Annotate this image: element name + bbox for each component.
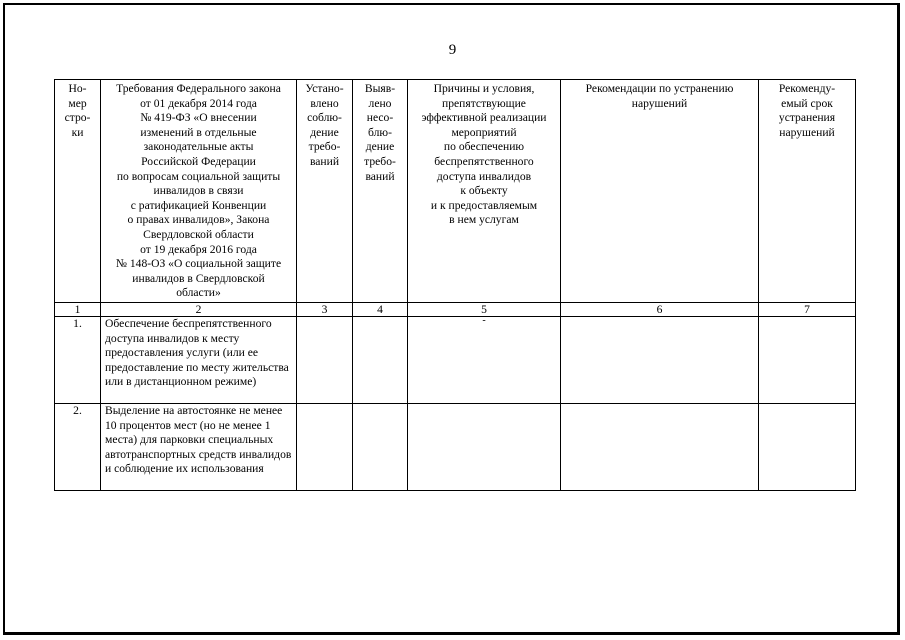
recommendations-cell — [561, 317, 759, 404]
header-row-number: Но- мер стро- ки — [55, 80, 101, 303]
deadline-cell — [759, 404, 856, 491]
header-requirements: Требования Федерального закона от 01 декабря 2014 года № 419-ФЗ «О внесении изменений в отдельные законодательные акты Российской Федерации по вопросам социальной защиты инвалидов в связи с ратификацией Конвенции о правах инвалидов», Закона Свердловской области от 19 декабря 2016 года № 148-ОЗ «О социальной защите инвалидов в Свердловской области» — [101, 80, 297, 303]
column-number: 5 — [408, 303, 561, 317]
requirement-text: Обеспечение беспрепятственного доступа инвалидов к месту предоставления услуги (или ее предоставление по месту жительства или в дистанционном режиме) — [101, 317, 297, 404]
compliance-cell — [297, 317, 353, 404]
column-number-row — [55, 303, 856, 317]
requirements-table — [54, 79, 856, 491]
noncompliance-cell — [353, 404, 408, 491]
recommendations-cell — [561, 404, 759, 491]
page-number: 9 — [448, 42, 457, 58]
column-number: 7 — [759, 303, 856, 317]
deadline-cell — [759, 317, 856, 404]
requirement-text: Выделение на автостоянке не менее 10 процентов мест (но не менее 1 места) для парковки специальных автотранспортных средств инвалидов и соблюдение их использования — [101, 404, 297, 491]
row-number: 1. — [55, 317, 101, 404]
header-recommendations: Рекомендации по устранению нарушений — [561, 80, 759, 303]
column-number: 4 — [353, 303, 408, 317]
reasons-cell — [408, 317, 561, 404]
header-reasons-conditions: Причины и условия, препятствующие эффективной реализации мероприятий по обеспечению беспрепятственного доступа инвалидов к объекту и к предоставляемым в нем услугам — [408, 80, 561, 303]
header-compliance-established: Устано- влено соблю- дение требо- ваний — [297, 80, 353, 303]
column-number: 6 — [561, 303, 759, 317]
reasons-cell — [408, 404, 561, 491]
row-number: 2. — [55, 404, 101, 491]
table-header-row — [55, 80, 856, 303]
column-number: 3 — [297, 303, 353, 317]
column-number: 2 — [101, 303, 297, 317]
noncompliance-cell — [353, 317, 408, 404]
table-row — [55, 404, 856, 491]
column-number: 1 — [55, 303, 101, 317]
header-recommended-deadline: Рекоменду- емый срок устранения нарушений — [759, 80, 856, 303]
header-noncompliance-identified: Выяв- лено несо- блю- дение требо- ваний — [353, 80, 408, 303]
dash-mark: - — [482, 315, 486, 326]
compliance-cell — [297, 404, 353, 491]
table-row — [55, 317, 856, 404]
